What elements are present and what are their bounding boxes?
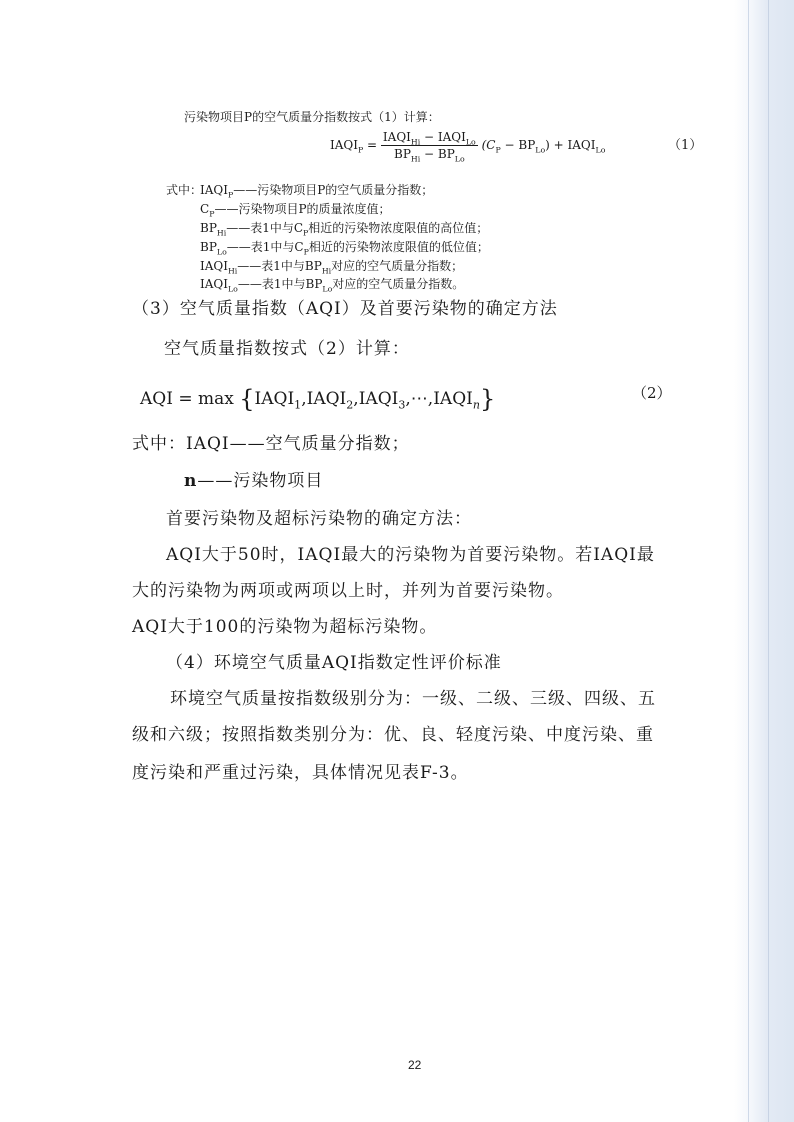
formula2-number: （2）: [632, 384, 672, 402]
definition-bplo: $BP_{Lo}——$表1中与$C_P$相近的污染物浓度限值的低位值；: [200, 240, 489, 257]
definitions1-prefix: 式中：: [166, 183, 203, 197]
definition-iaqilo: $IAQI_{Lo}——$表1中与$BP_{Lo}$对应的空气质量分指数。: [200, 277, 465, 294]
para-levels-line3: 度污染和严重过污染，具体情况见表F-3。: [132, 763, 469, 783]
formula1-number: （1）: [668, 138, 703, 153]
para-levels-line1: 环境空气质量按指数级别分为：一级、二级、三级、四级、五: [170, 689, 656, 709]
formula2-intro: 空气质量指数按式（2）计算：: [164, 339, 410, 359]
page-number: 22: [408, 1058, 422, 1072]
definitions2-iaqi: 式中：IAQI——空气质量分指数；: [132, 434, 410, 454]
para-levels-line2: 级和六级；按照指数类别分为：优、良、轻度污染、中度污染、重: [132, 725, 654, 745]
formula1-tail: $(C_P - BP_{Lo})$ + $IAQI_{Lo}$: [481, 138, 606, 155]
para-aqi100: AQI大于100的污染物为超标污染物。: [132, 617, 438, 637]
formula1-lhs: $IAQI_P$: [330, 138, 364, 155]
section4-heading: （4）环境空气质量AQI指数定性评价标准: [166, 653, 502, 673]
formula2: AQI = $\max \{IAQI_1,IAQI_2,IAQI_3,\cdots,IAQI_n\}$: [140, 385, 496, 413]
para-aqi50-line2: 大的污染物为两项或两项以上时，并列为首要污染物。: [132, 581, 564, 601]
formula1-fraction: $\frac{IAQI_{Hi} - IAQI_{Lo}}{BP_{Hi} - BP_{Lo}}$: [382, 130, 476, 164]
definition-cp: $C_P——$污染物项目P的质量浓度值；: [200, 202, 391, 219]
para-aqi50-line1: AQI大于50时，IAQI最大的污染物为首要污染物。若IAQI最: [166, 545, 655, 565]
formula1-intro: 污染物项目P的空气质量分指数按式（1）计算：: [184, 110, 440, 124]
definition-bphi: $BP_{Hi}——$表1中与$C_P$相近的污染物浓度限值的高位值；: [200, 221, 489, 238]
formula1: $IAQI_P$ = $\frac{IAQI_{Hi} - IAQI_{Lo}}{BP_{Hi} - BP_{Lo}}$ $(C_P - BP_{Lo})$ + $IAQI_{Lo}$: [330, 130, 606, 164]
definition-iaqihi: $IAQI_{Hi}——$表1中与$BP_{Hi}$对应的空气质量分指数；: [200, 259, 464, 276]
definition-iaqip: $IAQI_P——$污染物项目P的空气质量分指数；: [200, 183, 434, 200]
para-method: 首要污染物及超标污染物的确定方法：: [166, 509, 472, 529]
definitions2-n: n——污染物项目: [184, 471, 324, 491]
section3-heading: （3）空气质量指数（AQI）及首要污染物的确定方法: [132, 299, 558, 319]
page-edge-shading: [734, 0, 794, 1122]
